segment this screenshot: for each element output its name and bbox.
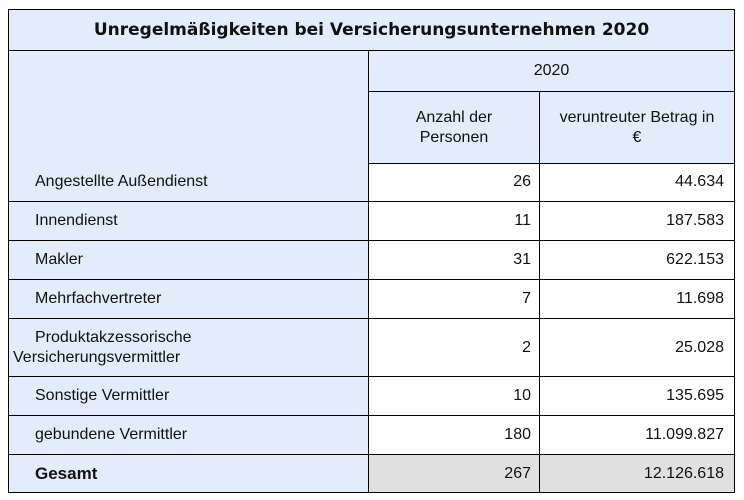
table-row xyxy=(9,163,734,202)
row-amount: 11.698 xyxy=(676,290,724,307)
row-persons: 10 xyxy=(369,377,540,415)
row-label: Sonstige Vermittler xyxy=(9,377,369,415)
table-row xyxy=(9,241,734,280)
row-label: Innendienst xyxy=(9,202,369,240)
row-amount: 622.153 xyxy=(666,251,724,268)
table-row xyxy=(9,416,734,455)
row-persons: 7 xyxy=(369,280,540,318)
row-label xyxy=(9,319,369,376)
header-corner-cell xyxy=(9,51,369,164)
row-persons: 11 xyxy=(369,202,540,240)
table-row xyxy=(9,319,734,377)
row-amount: 135.695 xyxy=(666,387,724,404)
row-persons: 26 xyxy=(369,163,540,201)
row-persons: 31 xyxy=(369,241,540,279)
row-label-line2: Versicherungsvermittler xyxy=(13,348,181,366)
row-label: Mehrfachvertreter xyxy=(9,280,369,318)
header-amount xyxy=(540,92,734,164)
header-year: 2020 xyxy=(369,51,734,92)
table-title: Unregelmäßigkeiten bei Versicherungsunternehmen 2020 xyxy=(9,10,734,51)
table-row xyxy=(9,202,734,241)
header-persons-line1: Anzahl der xyxy=(415,108,493,126)
row-label: Makler xyxy=(9,241,369,279)
total-label: Gesamt xyxy=(9,455,369,492)
table-row xyxy=(9,280,734,319)
row-label-line1: Produktakzessorische xyxy=(35,328,192,346)
row-label: Angestellte Außendienst xyxy=(9,163,369,201)
row-amount: 187.583 xyxy=(666,212,724,229)
table-row xyxy=(9,377,734,416)
data-table xyxy=(8,9,735,493)
header-persons-line2: Personen xyxy=(419,128,489,146)
total-persons: 267 xyxy=(369,455,540,492)
header-amount-line1: veruntreuter Betrag in xyxy=(559,108,715,126)
total-row xyxy=(9,455,734,492)
row-amount: 44.634 xyxy=(675,173,724,190)
row-persons: 2 xyxy=(369,319,540,376)
row-label: gebundene Vermittler xyxy=(9,416,369,454)
header-amount-line2: € xyxy=(632,128,642,146)
total-amount: 12.126.618 xyxy=(540,455,734,492)
row-amount: 11.099.827 xyxy=(645,426,724,443)
header-persons xyxy=(369,92,540,164)
row-persons: 180 xyxy=(369,416,540,454)
row-amount: 25.028 xyxy=(675,338,724,356)
